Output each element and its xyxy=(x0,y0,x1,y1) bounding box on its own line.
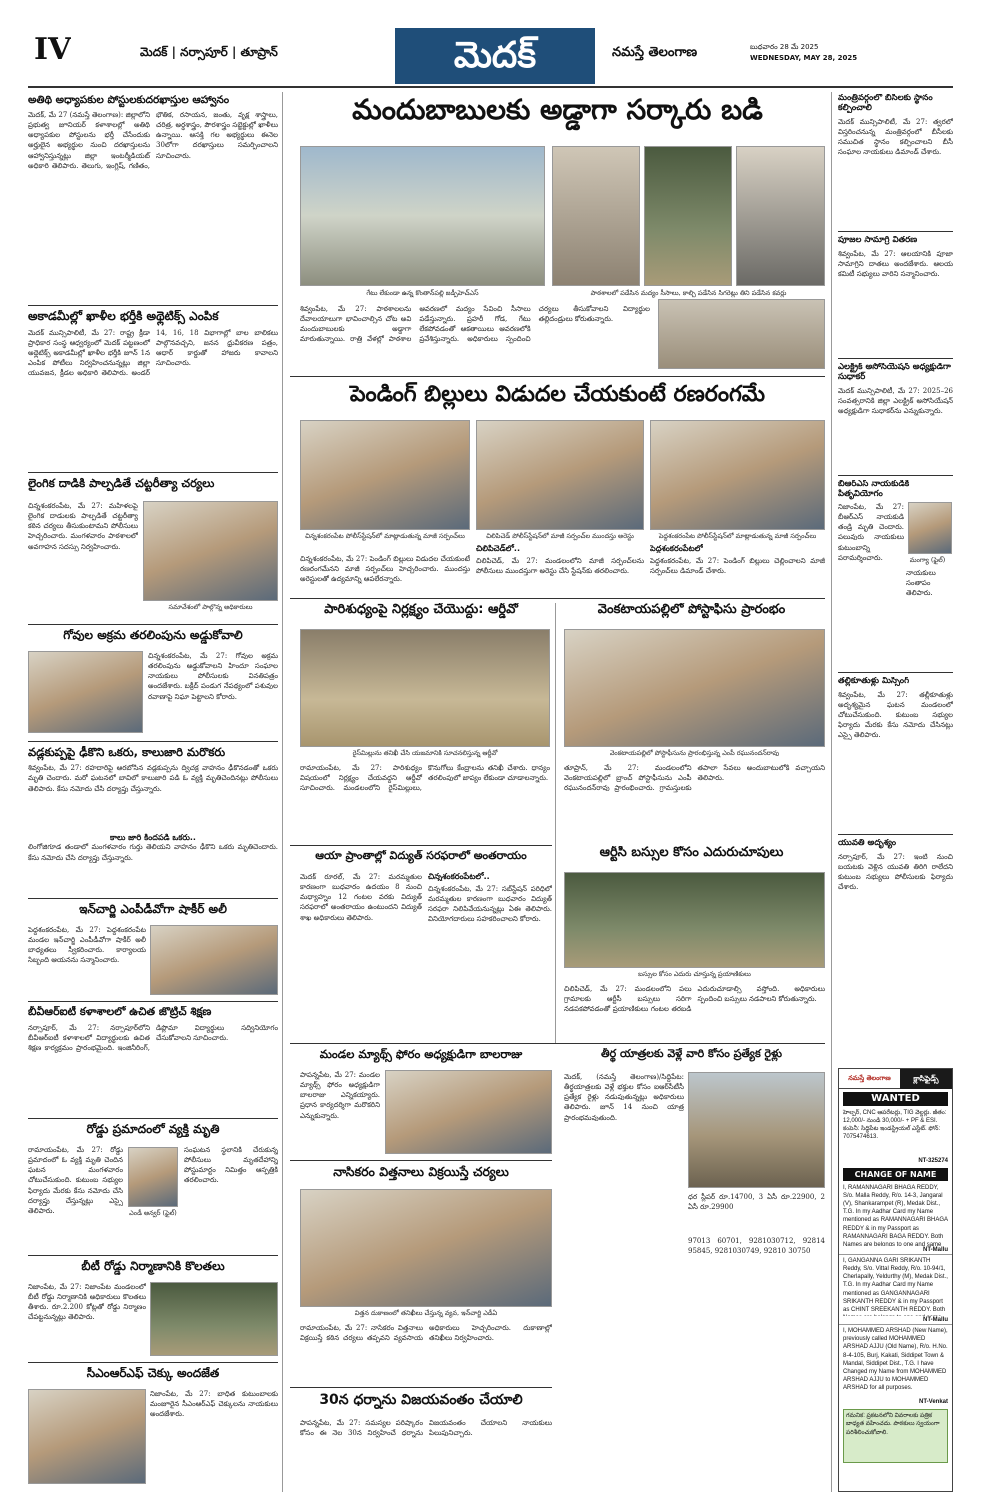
article-body: చిలిపిచెడ్, మే 27: మండలంలోని మాజీ సర్పంచ్‌లను పోలీసులు ముందస్తుగా అరెస్టు చేసి స్టేషన్‌కు తరలించారు. xyxy=(476,557,644,576)
divider xyxy=(290,1160,552,1161)
ad-section-label: క్లాసిఫైడ్స్ xyxy=(900,1069,952,1089)
divider xyxy=(290,1043,825,1044)
article-missing-young-woman xyxy=(838,839,953,1044)
article-bc-cabinet xyxy=(838,94,953,229)
column-divider xyxy=(831,92,832,1492)
article-bvrit-training xyxy=(28,1006,278,1116)
article-body: నర్సాపూర్, మే 27: ఇంటి నుంచి బయటకు వెళ్లిన యువతి తిరిగి రాలేదని కుటుంబ సభ్యులు పోలీసులకు ఫిర్యాదు చేశారు. xyxy=(838,852,953,892)
article-guest-lecturers xyxy=(28,94,278,304)
article-body: నిజాంపేట, మే 27: నిజాంపేట మండలంలో బీటీ రోడ్డు నిర్మాణానికి అధికారులు కొలతలు తీశారు. రూ.2.200 కోట్లతో రోడ్డు నిర్మాణం చేపట్టనున్నట్లు తెలిపారు. xyxy=(28,1283,146,1322)
headline: వడ్లకుప్పపై ఢీకొని ఒకరు, కాలుజారి మరొకరు xyxy=(28,746,226,759)
divider xyxy=(28,1118,278,1119)
divider xyxy=(838,834,953,835)
headline: మంత్రివర్గంలో బీసీలకు స్థానం కల్పించాలి xyxy=(838,94,933,113)
article-incharge-mpdo xyxy=(28,903,278,999)
article-photo xyxy=(300,420,470,530)
headline: సీఎంఆర్‌ఎఫ్ చెక్కు అందజేత xyxy=(86,1367,220,1380)
article-photo xyxy=(150,925,278,995)
photo-caption: చిలిపిచెడ్ పోలీస్‌స్టేషన్‌లో మాజీ సర్పంచ్‌ల ముందస్తు అరెస్టు xyxy=(486,532,634,540)
ad-reference: NT-Mallu xyxy=(923,1317,948,1324)
article-body-continued: చిన్నశంకరంపేట, మే 27: సబ్‌స్టేషన్ పరిధిలో మరమ్మతుల కారణంగా బుధవారం విద్యుత్ సరఫరా నిలిపివేయనున్నట్లు ఏఈ తెలిపారు. వినియోగదారులు సహకరించాలని కోరారు. xyxy=(428,885,552,924)
divider xyxy=(290,598,825,599)
classifieds-header xyxy=(839,1069,952,1089)
wanted-ad-text: హెల్పర్, CNC ఆపరేటర్లు, TIG వెల్డర్లు. జీతం: 12,000/- నుండి 30,000/- + PF & ESI. కంపెనీ: సిద్ధిపేట ఇండస్ట్రియల్ ఎస్టేట్. ఫోన్: 7075474613. xyxy=(843,1110,947,1141)
article-cmrf-cheque xyxy=(28,1367,278,1492)
article-rtc-buses xyxy=(558,846,825,1042)
article-bereavement xyxy=(838,480,953,670)
litter-photo xyxy=(736,146,825,286)
article-fake-seeds xyxy=(290,1165,552,1385)
article-body: శివ్వంపేట, మే 27: పాఠశాలలను దేవాలయాలుగా భావించాల్సిన చోట అవి మందుబాబులకు అడ్డాగా మారుతున్నాయి. రాత్రి వేళల్లో పాఠశాల ఆవరణలో మద్యం సేవించి సీసాలు పడేస్తున్నారు. ప్రహరీ గోడ, గేటు లేకపోవడంతో ఆకతాయిలు ఆవరణలోకి ప్రవేశిస్తున్నారు. అధికారులు స్పందించి చర్యలు తీసుకోవాలని విద్యార్థుల తల్లిదండ్రులు కోరుతున్నారు. xyxy=(300,305,650,344)
article-body-continued: నాయకులు సంతాపం తెలిపారు. xyxy=(906,569,936,598)
portrait-photo xyxy=(128,1147,178,1207)
article-body: మెదక్ మున్సిపాలిటీ, మే 27: రాష్ట్ర క్రీడా ప్రాధికార సంస్థ ఆధ్వర్యంలో మెదక్ పట్టణంలో అథ్లెటిక్స్ అకాడమీల్లో ఖాళీల భర్తీకి జూన్ 1న ఎంపిక పోటీలు నిర్వహించనున్నట్లు జిల్లా యువజన, క్రీడల అధికారి తెలిపారు. అండర్ 14, 16, 18 విభాగాల్లో బాల బాలికలు పాల్గొనవచ్చని, జనన ధ్రువీకరణ పత్రం, ఆధార్ కార్డుతో హాజరు కావాలని సూచించారు. xyxy=(28,328,278,378)
paper-name: నమస్తే తెలంగాణ xyxy=(612,45,698,60)
article-athletics-selection xyxy=(28,310,278,470)
article-photo xyxy=(28,651,143,733)
divider xyxy=(28,624,278,625)
photo-caption: గేటు లేకుండా ఉన్న కొంతాన్‌పల్లి జడ్పీహెచ్‌ఎస్ xyxy=(366,289,479,297)
column-divider xyxy=(555,603,556,1043)
headline: ఆయా ప్రాంతాల్లో విద్యుత్ సరఫరాలో అంతరాయం xyxy=(315,850,527,862)
headline: పారిశుధ్యంపై నిర్లక్ష్యం చేయొద్దు: ఆర్డీవో xyxy=(324,603,518,617)
sub-headline: కాలు జారి కిందపడి ఒకరు.. xyxy=(110,833,196,843)
divider xyxy=(290,1387,552,1388)
article-body: చిన్నశంకరంపేట, మే 27: మహిళలపై లైంగిక దాడులకు పాల్పడితే చట్టరీత్యా కఠిన చర్యలు తీసుకుంటామని పోలీసులు హెచ్చరించారు. మంగళవారం పాఠశాలలో అవగాహన సదస్సు నిర్వహించారు. xyxy=(28,502,138,551)
headline: ఆర్టీసీ బస్సుల కోసం ఎదురుచూపులు xyxy=(599,846,784,860)
sub-headline: చిలిపిచెడ్‌లో.. xyxy=(476,544,520,553)
headline: ఎలక్ట్రిక్ అసోసియేషన్ అధ్యక్షుడిగా సుధాకర్ xyxy=(838,363,951,382)
page-number: IV xyxy=(34,32,72,67)
divider xyxy=(28,898,278,899)
sub-headline: చిన్నశంకరంపేటలో.. xyxy=(428,872,490,881)
masthead xyxy=(0,0,981,84)
inauguration-photo xyxy=(564,629,825,747)
train-contact-numbers: 97013 60701, 9281030712, 92814 95845, 9281030749, 92810 30750 xyxy=(688,1237,825,1256)
bottles-photo xyxy=(552,146,640,286)
train-photo xyxy=(688,1072,825,1188)
divider xyxy=(28,1255,278,1256)
article-body: మెదక్ మున్సిపాలిటీ, మే 27: త్వరలో విస్తరించనున్న మంత్రివర్గంలో బీసీలకు సముచిత స్థానం కల్పించాలని బీసీ సంఘాల నాయకులు డిమాండ్ చేశారు. xyxy=(838,117,953,156)
headline: వెంకటాయపల్లిలో పోస్టాఫీసు ప్రారంభం xyxy=(597,603,786,617)
article-cattle-smuggling xyxy=(28,629,278,739)
headline: అకాడమీల్లో ఖాళీల భర్తీకి అథ్లెటిక్స్ ఎంపిక xyxy=(28,310,219,323)
divider xyxy=(28,472,278,473)
article-body: మెదక్ రూరల్, మే 27: మరమ్మతుల కారణంగా బుధవారం ఉదయం 8 నుంచి మధ్యాహ్నం 12 గంటల వరకు విద్యుత్ సరఫరాలో అంతరాయం ఉంటుందని విద్యుత్ శాఖ అధికారులు తెలిపారు. xyxy=(300,873,422,922)
headline: నాసికరం విత్తనాలు విక్రయిస్తే చర్యలు xyxy=(333,1165,509,1179)
name-change-notice: I, GANGANNA GARI SRIKANTH Reddy, S/o. Vittal Reddy, R/o. 10-94/1, Cherlapally, Yeldurthy (M), Medak Dist., T.G. In my Aadhar Card my Name mentioned as GANGANNAGARI SRIKANTH REDDY & in my Passport as CHINT SREEKANTH REDDY. Both xyxy=(839,1254,952,1316)
headline: పెండింగ్ బిల్లులు విడుదల చేయకుంటే రణరంగమే xyxy=(349,382,766,407)
photo-caption: సమావేశంలో పాల్గొన్న అధికారులు xyxy=(168,603,253,611)
article-electric-association xyxy=(838,363,953,473)
article-power-outage xyxy=(290,850,552,1040)
article-special-trains xyxy=(558,1048,825,1378)
article-body: చిన్నశంకరంపేట, మే 27: పెండింగ్ బిల్లులు విడుదల చేయకుంటే రణరంగమేనని మాజీ సర్పంచ్‌లు హెచ్చరించారు. ముందస్తు అరెస్టులతో ఉద్యమాన్ని ఆపలేరన్నారు. xyxy=(300,555,470,584)
classroom-floor-photo xyxy=(658,299,825,369)
article-body: తూప్రాన్, మే 27: మండలంలోని వెంకటాయపల్లిలో బ్రాంచ్ పోస్టాఫీసును ఎంపీ రఘునందన్‌రావు ప్రారంభించారు. గ్రామస్తులకు తపాలా సేవలు అందుబాటులోకి వచ్చాయని తెలిపారు. xyxy=(564,764,825,793)
article-missing-mother-daughter xyxy=(838,677,953,832)
lead-story-school xyxy=(290,94,825,374)
photo-caption: ఎండీ అన్వర్ (ఫైల్) xyxy=(129,1209,177,1217)
section-names: మెదక్ | నర్సాపూర్ | తూప్రాన్ xyxy=(140,45,278,59)
article-body-continued: లింగోజిగూడ తండాలో మంగళవారం గుర్తు తెలియని వాహనం ఢీకొని ఒకరు మృతిచెందారు. కేసు నమోదు చేసి దర్యాప్తు చేస్తున్నారు. xyxy=(28,843,278,862)
school-photo xyxy=(300,146,545,286)
article-body: నర్సాపూర్, మే 27: నర్సాపూర్‌లోని బీవీఆర్‌ఐటీ కళాశాలలో విద్యార్థులకు ఉచిత శిక్షణ కార్యక్రమం ప్రారంభమైంది. ఇంజినీరింగ్, డిప్లొమా విద్యార్థులు సద్వినియోగం చేసుకోవాలని సూచించారు. xyxy=(28,1023,278,1052)
article-sexual-assault-action xyxy=(28,477,278,622)
change-of-name-heading: CHANGE OF NAME xyxy=(843,1168,948,1181)
article-photo xyxy=(476,420,644,530)
lead-headline: మందుబాబులకు అడ్డాగా సర్కారు బడి xyxy=(352,94,763,126)
headline: గోవుల అక్రమ తరలింపును అడ్డుకోవాలి xyxy=(63,629,243,642)
article-sanitation xyxy=(290,603,552,843)
masthead-rule xyxy=(28,86,953,88)
wanted-heading: WANTED xyxy=(843,1092,948,1106)
article-photo xyxy=(650,420,825,530)
article-body: రామాయంపేట, మే 27: పారిశుధ్యం విషయంలో నిర్లక్ష్యం చేయవద్దని ఆర్డీవో సూచించారు. మండలంలోని రైస్‌మిల్లులు, కొనుగోలు కేంద్రాలను తనిఖీ చేశారు. ధాన్యం తరలింపులో జాప్యం లేకుండా చూడాలన్నారు. xyxy=(300,764,550,793)
photo-caption: చిన్నశంకరంపేట పోలీస్‌స్టేషన్‌లో మాట్లాడుతున్న మాజీ సర్పంచ్‌లు xyxy=(305,532,465,540)
headline: తీర్థ యాత్రలకు వెళ్లే వారి కోసం ప్రత్యేక రైళ్లు xyxy=(600,1048,783,1060)
article-bt-road xyxy=(28,1260,278,1360)
drain-photo xyxy=(644,146,732,286)
photo-caption: పాఠశాలలో పడేసిన మద్యం సీసాలు, కాల్చి పడేసిన సిగరెట్లు తిని పడేసిన కవర్లు xyxy=(590,289,787,297)
article-body: రామాయంపేట, మే 27: రోడ్డు ప్రమాదంలో ఓ వ్యక్తి మృతి చెందిన ఘటన మంగళవారం చోటుచేసుకుంది. కుటుంబ సభ్యుల ఫిర్యాదు మేరకు కేసు నమోదు చేసి దర్యాప్తు చేస్తున్నట్లు ఎస్సై తెలిపారు. xyxy=(28,1146,123,1215)
photo-caption: వెంకటాయపల్లిలో పోస్టాఫీసును ప్రారంభిస్తున్న ఎంపీ రఘునందన్‌రావు xyxy=(609,749,780,757)
ad-brand: నమస్తే తెలంగాణ xyxy=(848,1073,891,1082)
date-english: WEDNESDAY, MAY 28, 2025 xyxy=(750,53,858,62)
rice-mill-photo xyxy=(300,629,550,747)
headline: బీవీఆర్‌ఐటీ కళాశాలలో ఉచిత జొట్రిచ్ శిక్షణ xyxy=(28,1006,212,1018)
article-puja-materials xyxy=(838,236,953,356)
bus-stop-photo xyxy=(564,872,825,968)
article-photo xyxy=(150,1282,278,1356)
article-paddy-accident xyxy=(28,746,278,896)
photo-caption: విత్తన దుకాణంలో తనిఖీలు చేస్తున్న వ్యవ, ఇన్‌చార్జి ఎడీఏ xyxy=(354,1309,498,1317)
divider xyxy=(838,475,953,476)
divider xyxy=(28,305,278,306)
article-body: మెదక్, (నమస్తే తెలంగాణ)/సిద్దిపేట: తీర్థయాత్రలకు వెళ్లే భక్తుల కోసం ఐఆర్‌సీటీసీ ప్రత్యేక రైళ్లు నడుపుతున్నట్లు అధికారులు తెలిపారు. జూన్ 14 నుంచి యాత్ర ప్రారంభమవుతుంది. xyxy=(564,1073,684,1122)
article-body: రామాయంపేట, మే 27: నాసికరం విత్తనాలు విక్రయిస్తే కఠిన చర్యలు తప్పవని వ్యవసాయ అధికారులు హెచ్చరించారు. దుకాణాల్లో తనిఖీలు నిర్వహించారు. xyxy=(300,1324,552,1343)
headline: తల్లీకూతుళ్లు మిస్సింగ్ xyxy=(838,677,910,686)
article-maths-forum xyxy=(290,1048,552,1158)
article-photo xyxy=(143,501,278,601)
article-body: పాపన్నపేట, మే 27: సమస్యల పరిష్కారం కోసం ఈ నెల 30న నిర్వహించే ధర్నాను విజయవంతం చేయాలని నాయకులు పిలుపునిచ్చారు. xyxy=(300,1419,552,1438)
headline: 30న ధర్నాను విజయవంతం చేయాలి xyxy=(319,1392,523,1408)
divider xyxy=(28,1001,278,1002)
article-body: నిజాంపేట, మే 27: బీఆర్‌ఎస్ నాయకుడి తండ్రి మృతి చెందారు. పలువురు నాయకులు కుటుంబాన్ని పరామర్శించారు. xyxy=(838,503,904,562)
article-body: మెదక్ మున్సిపాలిటీ, మే 27: 2025–26 సంవత్సరానికి జిల్లా ఎలక్ట్రిక్ అసోసియేషన్ అధ్యక్షుడిగా సుధాకర్‌ను ఎన్నుకున్నారు. xyxy=(838,386,953,415)
date-telugu: బుధవారం 28 మే 2025 xyxy=(750,43,819,51)
name-change-notice: I, RAMANNAGARI BHAGA REDDY, S/o. Malla Reddy, R/o. 14-3, Jangaral (V), Shankarampet (R), Medak Dist., T.G. In my Aadhar Card my Name mentioned as RAMANNAGARI BHAGA REDDY & in my Passport as RAMANNAGARI BAGA REDDY. Both Names are belongs to one and same xyxy=(843,1185,948,1247)
article-post-office xyxy=(558,603,825,843)
photo-caption: పెద్దశంకరంపేట పోలీస్‌స్టేషన్‌లో మాట్లాడుతున్న మాజీ సర్పంచ్‌లు xyxy=(658,532,817,540)
article-body: చిన్నశంకరంపేట, మే 27: గోవుల అక్రమ తరలింపును అడ్డుకోవాలని హిందూ సంఘాల నాయకులు పోలీసులకు వినతిపత్రం అందజేశారు. బక్రీద్ పండుగ నేపథ్యంలో పశువుల రవాణాపై నిఘా పెట్టాలని కోరారు. xyxy=(148,652,278,701)
article-dharna xyxy=(290,1392,552,1492)
article-pending-bills xyxy=(290,382,825,597)
divider xyxy=(290,845,552,846)
headline: లైంగిక దాడికి పాల్పడితే చట్టరీత్యా చర్యలు xyxy=(28,477,215,490)
headline: బీఆర్‌ఎస్ నాయకుడికి పితృవియోగం xyxy=(838,480,910,499)
headline: ఇన్‌చార్జి ఎంపీడీవోగా షాకీర్ అలీ xyxy=(79,903,227,916)
divider xyxy=(838,672,953,673)
article-body: పెద్దశంకరంపేట, మే 27: పెద్దశంకరంపేట మండల ఇన్‌చార్జి ఎంపీడీవోగా షాకీర్ అలీ బాధ్యతలు స్వీకరించారు. కార్యాలయ సిబ్బంది ఆయనను సన్మానించారు. xyxy=(28,926,146,965)
column-divider xyxy=(282,92,283,1492)
headline: యువతి అదృశ్యం xyxy=(838,839,897,848)
portrait-photo xyxy=(908,502,952,554)
photo-caption: బస్సుల కోసం ఎదురు చూస్తున్న ప్రయాణికులు xyxy=(638,970,751,978)
headline: బీటీ రోడ్డు నిర్మాణానికి కొలతలు xyxy=(81,1260,225,1273)
seed-shop-photo xyxy=(300,1189,552,1307)
ad-reference: NT-325274 xyxy=(918,1158,948,1164)
article-body: నిజాంపేట, మే 27: బాధిత కుటుంబాలకు మంజూరైన సీఎంఆర్‌ఎఫ్ చెక్కులను నాయకులు అందజేశారు. xyxy=(150,1390,278,1419)
photo-caption: రైస్‌మిల్లును తనిఖీ చేసి యజమానికి సూచనలిస్తున్న ఆర్డీవో xyxy=(352,749,498,757)
divider xyxy=(838,231,953,232)
sub-headline: పెద్దశంకరంపేటలో xyxy=(650,544,703,553)
edition-title: మెదక్ xyxy=(395,28,595,84)
name-change-notice: I, MOHAMMED ARSHAD (New Name), previously called MOHAMMED ARSHAD AJJU (Old Name), R/o. H.No. 8-4-105, Burj, Kakati, Siddipet Town & Mandal, Siddipet Dist., T.G. I have Changed my Name from MOHAMMED ARSHAD AJJU to MOHAMMED ARSHAD for all purposes. xyxy=(839,1324,952,1398)
article-body: చిలిపిచెడ్, మే 27: మండలంలోని పలు గ్రామాలకు ఆర్టీసీ బస్సులు సరిగా నడపకపోవడంతో ప్రయాణికులు గంటల తరబడి ఎదురుచూడాల్సి వస్తోంది. అధికారులు స్పందించి బస్సులు నడపాలని కోరుతున్నారు. xyxy=(564,985,825,1014)
article-body: శివ్వంపేట, మే 27: తల్లీకూతుళ్లు అదృశ్యమైన ఘటన మండలంలో చోటుచేసుకుంది. కుటుంబ సభ్యుల ఫిర్యాదు మేరకు కేసు నమోదు చేసినట్లు ఎస్సై తెలిపారు. xyxy=(838,690,953,740)
divider xyxy=(838,358,953,359)
article-photo xyxy=(385,1070,552,1154)
photo-caption: మంగ్యా (ఫైల్) xyxy=(909,556,946,564)
ad-reference: NT-Mallu xyxy=(923,1247,948,1254)
train-fares: ధర స్లీపర్ రూ.14700, 3 ఏసీ రూ.22900, 2 ఏసీ రూ.29900 xyxy=(688,1193,825,1212)
divider xyxy=(28,741,278,742)
date-block xyxy=(750,42,857,63)
article-body: శివ్వంపేట, మే 27: రహదారిపై ఆరబోసిన వడ్లకుప్పను ద్విచక్ర వాహనం ఢీకొనడంతో ఒకరు మృతి చెందారు. మరో ఘటనలో బావిలో కాలుజారి పడి ఓ వ్యక్తి మృతిచెందినట్లు పోలీసులు తెలిపారు. కేసు నమోదు చేసి దర్యాప్తు చేస్తున్నారు. xyxy=(28,764,278,793)
article-body: మెదక్, మే 27 (నమస్తే తెలంగాణ): జిల్లాలోని ప్రభుత్వ జూనియర్ కళాశాలల్లో అతిథి అధ్యాపకుల పోస్టులను భర్తీ చేసేందుకు అర్హులైన అభ్యర్థుల నుంచి దరఖాస్తులను ఆహ్వానిస్తున్నట్లు జిల్లా ఇంటర్మీడియట్ అధికారి తెలిపారు. తెలుగు, ఇంగ్లిష్, గణితం, భౌతిక, రసాయన, జంతు, వృక్ష శాస్త్రాలు, చరిత్ర, అర్థశాస్త్రం, పౌరశాస్త్రం సబ్జెక్టుల్లో ఖాళీలు ఉన్నాయి. ఆసక్తి గల అభ్యర్థులు ఈనెల 30లోగా దరఖాస్తులు సమర్పించాలని సూచించారు. xyxy=(28,111,278,170)
headline: మండల మ్యాథ్స్ ఫోరం అధ్యక్షుడిగా బాలరాజు xyxy=(319,1048,523,1061)
headline: అతిథి అధ్యాపకుల పోస్టులకుదరఖాస్తుల ఆహ్వానం xyxy=(28,94,230,106)
headline: పూజల సామాగ్రి వితరణ xyxy=(838,236,918,245)
divider xyxy=(28,1362,278,1363)
article-road-accident xyxy=(28,1123,278,1253)
article-body-continued: సంఘటన స్థలానికి చేరుకున్న పోలీసులు మృతదేహాన్ని పోస్టుమార్టం నిమిత్తం ఆస్పత్రికి తరలించారు. xyxy=(184,1146,278,1185)
article-body: పెద్దశంకరంపేట, మే 27: పెండింగ్ బిల్లులు చెల్లించాలని మాజీ సర్పంచ్‌లు డిమాండ్ చేశారు. xyxy=(650,557,825,576)
classifieds-box xyxy=(838,1068,953,1492)
disclaimer-note: గమనిక: ప్రకటనలోని వివరాలకు పత్రిక బాధ్యత వహించదు. పాఠకులు స్వయంగా పరిశీలించుకోవాలి. xyxy=(843,1409,948,1463)
divider xyxy=(290,376,825,377)
ad-reference: NT-Venkat xyxy=(918,1399,948,1406)
article-body: పాపన్నపేట, మే 27: మండల మ్యాథ్స్ ఫోరం అధ్యక్షుడిగా బాలరాజు ఎన్నికయ్యారు. ప్రధాన కార్యదర్శిగా మరొకరిని ఎన్నుకున్నారు. xyxy=(300,1071,380,1120)
article-photo xyxy=(28,1389,146,1484)
article-body: శివ్వంపేట, మే 27: ఆలయానికి పూజా సామాగ్రిని దాతలు అందజేశారు. ఆలయ కమిటీ సభ్యులు వారిని సన్మానించారు. xyxy=(838,249,953,279)
headline: రోడ్డు ప్రమాదంలో వ్యక్తి మృతి xyxy=(86,1123,220,1136)
